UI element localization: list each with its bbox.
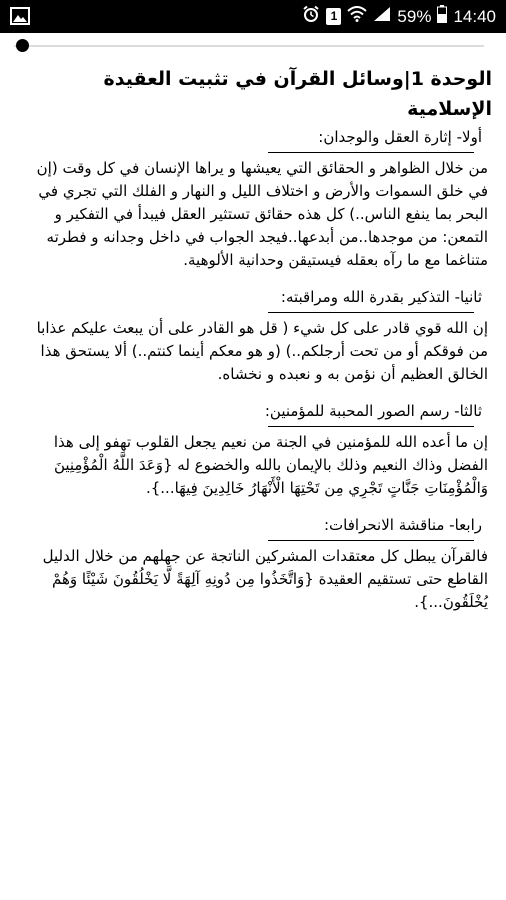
section-divider — [268, 426, 474, 427]
slider-track — [14, 45, 484, 47]
section-4 — [14, 512, 492, 614]
section-3 — [14, 398, 492, 500]
status-bar — [0, 0, 506, 33]
section-2 — [14, 284, 492, 386]
section-text: إن ما أعده الله للمؤمنين في الجنة من نعيم يجعل القلوب تهفو إلى هذا الفضل وذاك النعيم وذلك بالإيمان بالله والخضوع له {وَعَدَ اللَّهُ الْمُؤْمِنِينَ وَالْمُؤْمِنَاتِ جَنَّاتٍ تَجْرِي مِن تَحْتِهَا الْأَنْهَارُ خَالِدِينَ فِيهَا...}. — [53, 433, 488, 497]
battery-percent: 59% — [397, 6, 432, 26]
article-title: الوحدة 1|وسائل القرآن في تثبيت العقيدة الإسلامية — [103, 68, 492, 120]
section-heading: أولا- إثارة العقل والوجدان: — [318, 128, 482, 146]
signal-icon — [373, 6, 391, 27]
section-divider — [268, 152, 474, 153]
reading-progress-slider[interactable] — [14, 39, 484, 53]
section-text: من خلال الظواهر و الحقائق التي يعيشها و يراها الإنسان في كل وقت (إن في خلق السموات والأرض و اختلاف الليل و النهار و الفلك التي تجري في البحر بما ينفع الناس..) كل هذه حقائق تستثير العقل فيبدأ في التفكير و التمعن: من موجدها..من أبدعها..فيجد الجواب في داخل وجدانه و فطرته متناغما مع ما رآه بعقله فيستيقن وحدانية الألوهية. — [36, 159, 488, 269]
clock: 14:40 — [453, 6, 496, 26]
section-heading: ثالثا- رسم الصور المحببة للمؤمنين: — [264, 402, 482, 420]
section-1 — [14, 124, 492, 272]
gallery-notification-icon — [10, 7, 30, 29]
section-divider — [268, 540, 474, 541]
wifi-icon — [347, 6, 367, 27]
section-text: إن الله قوي قادر على كل شيء ( قل هو القادر على أن يبعث عليكم عذابا من فوقكم أو من تحت أرجلكم..) (و هو معكم أينما كنتم..) ألا يستحق هذا الخالق العظيم أن نؤمن به و نعبده و نخشاه. — [36, 319, 488, 383]
sim-indicator: 1 — [326, 8, 341, 25]
section-text: فالقرآن يبطل كل معتقدات المشركين الناتجة عن جهلهم من خلال الدليل القاطع حتى تستقيم العقيدة {وَاتَّخَذُوا مِن دُونِهِ آلِهَةً لَّا يَخْلُقُونَ شَيْئًا وَهُمْ يُخْلَقُونَ...}. — [42, 547, 488, 611]
alarm-icon — [302, 5, 320, 28]
slider-knob[interactable] — [16, 39, 29, 52]
article — [14, 60, 492, 626]
section-heading: رابعا- مناقشة الانحرافات: — [323, 516, 482, 534]
section-divider — [268, 312, 474, 313]
section-heading: ثانيا- التذكير بقدرة الله ومراقبته: — [280, 288, 482, 306]
battery-icon — [437, 5, 447, 28]
